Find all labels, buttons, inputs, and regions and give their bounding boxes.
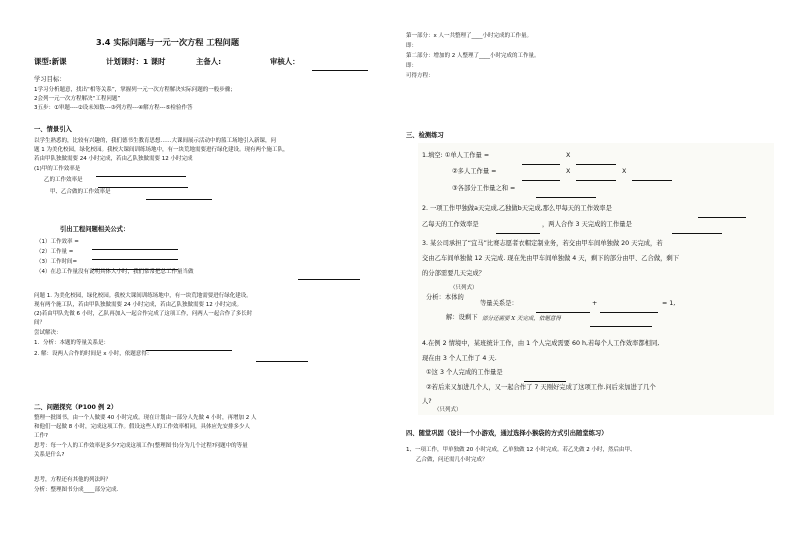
objective-1: 1学习分析题意，找出“相等关系”，掌握列一元一次方程解决实际问题的一般步骤；	[34, 87, 236, 93]
equals-one: = 1,	[662, 300, 676, 307]
solve-blank	[590, 320, 652, 327]
hint-only-formula-1: （只列式）	[450, 285, 478, 291]
problem-p2: 现有两个施工队，若由甲队独做需要 24 小时完成，若由乙队独做需要 12 小时完成。	[34, 302, 242, 308]
solve-label: 解：设剩下	[446, 314, 478, 321]
formula-3: （3）工作时间=	[36, 259, 78, 265]
fill-q2c: ，两人合作 3 天完成的工作量是	[542, 221, 632, 228]
part2-line: 第二部分：增加的 2 人整理了____小时完成的工作量。	[406, 53, 540, 59]
fill-q3a: 3. 某公司承担了“宜马”比赛志愿者衣帽定制业务，若交由甲车间单独做 20 天完成，若	[422, 240, 663, 247]
section1-p2: 题 1 为美化校园，绿化校园。我校大课间训练场地中，有一块荒地需要进行绿化建设。现有两个施工队，	[34, 147, 289, 153]
lesson-hours: 计划课时：1 课时	[106, 57, 166, 66]
section1-p1: 以学生熟悉的，比较有兴趣的，我们德书生教育思想……大课间展示活动中的篮工场地引入新课，问	[34, 138, 277, 144]
fill-q2a-blank	[698, 211, 746, 218]
fill-q3b: 交由乙车间单独做 12 天完成. 现在先由甲车间单独做 4 天，剩下的部分由甲、乙合做，剩下	[422, 255, 680, 262]
section1-q2: 乙的工作效率是	[44, 177, 83, 183]
fill-q1c-blank	[536, 191, 596, 198]
fill-q4c-blank	[524, 375, 566, 382]
problem-try: 尝试解决：	[34, 330, 62, 336]
fill-q4a: 4.在例 2 情境中，某班统计工作，由 1 个人完成需要 60 h,若每个人工作效率都相同,	[422, 340, 660, 347]
part1-ie: 即：	[406, 43, 418, 49]
problem-step1: 1．分析：本题的等量关系是：	[34, 340, 110, 346]
analysis-label: 分析：本体的	[426, 294, 464, 301]
fill-q1b-blank-c	[632, 174, 672, 181]
section1-heading: 一、情景引入	[34, 126, 72, 133]
section2-p1: 整理一批图书，由一个人做要 40 小时完成。现在计划由一部分人先做 4 小时，再增加 2 人	[34, 415, 257, 421]
times-1: X	[566, 152, 571, 159]
section1-q3: 甲、乙合做的工作效率是	[50, 189, 111, 195]
part1-line: 第一部分：x 人一共整理了____小时完成的工作量。	[406, 33, 533, 39]
fill-q4e: 人?	[422, 398, 432, 405]
formulas-heading: 引出工程问题相关公式：	[60, 226, 130, 233]
times-3: X	[622, 168, 627, 175]
reviewer-blank	[312, 64, 368, 71]
eq-blank-b	[600, 306, 658, 313]
step1-blank	[146, 344, 232, 351]
fill-q4c: ①这 3 个人完成的工作量是	[426, 369, 503, 376]
objective-3: 3五步：①审题----②设未知数---③列方程---④解方程---⑤检验作答	[34, 105, 193, 111]
fill-q1: 1.填空: ①单人工作量 =	[422, 152, 490, 159]
section2-p5: 关系是什么?	[34, 452, 65, 458]
fill-q2b: 乙每天的工作效率是	[422, 221, 479, 228]
fill-q1-blank-a	[522, 158, 560, 165]
section4-heading: 四、随堂巩固（设计一个小游戏，通过选择小猴袋的方式引出随堂练习）	[406, 430, 608, 437]
fill-q3c: 的分部需要几天完成？	[422, 270, 485, 277]
section2-heading: 二、问题探究（P100 例 2）	[34, 404, 118, 411]
section2-p7: 分析：整理图书分成____部分完成.	[34, 487, 119, 493]
fill-q1b-blank-a	[522, 174, 560, 181]
hint-only-formula-2: （只列式）	[434, 407, 462, 413]
section2-p4: 思考：每一个人的工作效率是多少?完成这项工作(整理图书)分为几个过程?问题中的等量	[34, 443, 248, 449]
objective-2: 2会列一元一次方程解决“工程问题”	[34, 96, 121, 102]
times-2: X	[566, 168, 571, 175]
fill-q1-blank-b	[576, 158, 616, 165]
section4-p2: 乙合做，问还需几小时完成？	[416, 457, 488, 463]
fill-q1b-blank-b	[576, 174, 616, 181]
fill-q2a: 2. 一项工作甲独做a天完成,乙独做b天完成,那么甲每天的工作效率是	[422, 205, 612, 212]
section2-p3: 工作?	[34, 433, 48, 439]
fill-q1c: ③各部分工作量之和 =	[452, 185, 516, 192]
fill-q2b-blank	[496, 227, 540, 234]
q3-blank	[146, 193, 212, 200]
section4-p1: 1、一项工作，甲单独做 20 小时完成，乙单独做 12 小时完成。若乙先做 2 小时，然后由甲、	[406, 447, 636, 453]
formula-1: （1）工作效率 =	[36, 239, 79, 245]
fill-q4d: ②若后来又加进几个人，又一起合作了 7 天刚好完成了这项工作.问后来加进了几个	[426, 384, 656, 391]
section1-q1: (1)甲的工作效率是	[34, 166, 81, 172]
formula-2: （2）工作量 =	[36, 249, 74, 255]
lesson-title: 3.4 实际问题与一元一次方程 工程问题	[96, 37, 240, 47]
problem-p3: (2)若由甲队先做 6 小时，乙队再加入一起合作完成了这项工作，问两人一起合作了多长时	[34, 311, 253, 317]
equality-label: 等量关系是：	[480, 300, 518, 307]
fill-q1b: ②多人工作量 =	[452, 168, 497, 175]
part2-ie: 即：	[406, 63, 418, 69]
plus-sign: +	[592, 300, 598, 307]
formula-4-blank	[298, 273, 360, 280]
section2-p6: 思考，方程还有其他的列法吗？	[34, 477, 112, 483]
section3-heading: 三、检测练习	[406, 132, 444, 139]
eq-blank-a	[536, 306, 590, 313]
solve-handwritten: 部分还需要 X 天完成，依题意得	[482, 316, 561, 322]
objectives-heading: 学习目标：	[34, 76, 66, 83]
fill-q4b: 现在由 3 个人工作了 4 天.	[422, 355, 497, 362]
problem-step2: 2. 解：设两人合作的时间是 x 小时，依题意得：	[34, 351, 153, 357]
formula-2-blank	[92, 253, 178, 260]
equation-line: 可得方程：	[406, 73, 434, 79]
section2-p2: 和他们一起做 8 小时，完成这项工作。假设这些人的工作效率相同，具体应先安排多少人	[34, 424, 250, 430]
formula-1-blank	[92, 243, 178, 250]
formula-4: （4）在总工作量没有说明具体大小时，我们常常把总工作量当做	[36, 269, 194, 275]
lesson-author: 主备人:	[196, 57, 222, 66]
fill-q2c-blank	[672, 227, 722, 234]
problem-p4: 间？	[34, 320, 46, 326]
lesson-reviewer: 审核人：	[270, 57, 300, 66]
step2-blank	[256, 355, 308, 362]
lesson-type: 课型:新课	[34, 57, 67, 66]
section1-p3: 若由甲队独做需要 24 小时完成，若由乙队独做需要 12 小时完成	[34, 156, 193, 162]
q1-blank	[96, 170, 186, 177]
q2-blank	[98, 181, 188, 188]
problem-p1: 问题 1. 为美化校园，绿化校园。我校大课间训练场地中，有一块荒地需要进行绿化建设。	[34, 293, 252, 299]
